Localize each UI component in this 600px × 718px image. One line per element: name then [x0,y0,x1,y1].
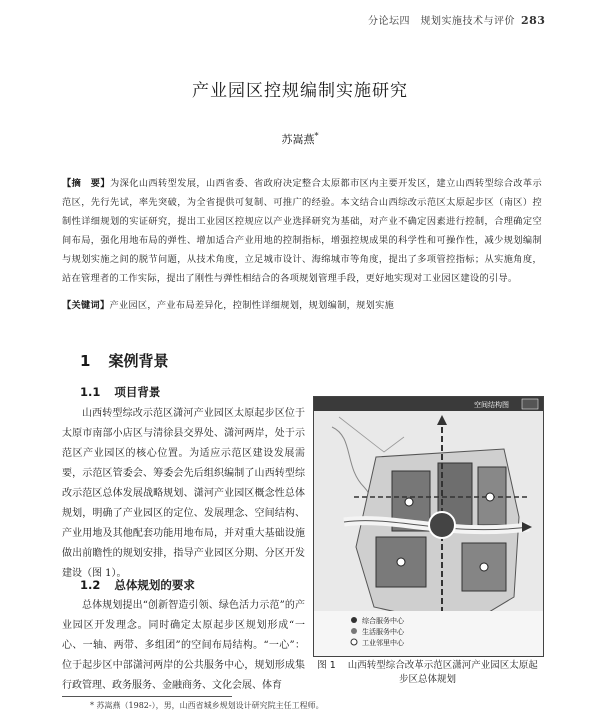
figure-caption [313,659,542,687]
legend-marker [351,628,357,634]
keywords [62,297,542,311]
subsection-number: 1.2 [80,578,101,592]
legend-label: 工业邻里中心 [362,639,404,647]
paragraph-master-plan: 总体规划提出“创新智造引领、绿色活力示范”的产业园区开发理念。同时确定太原起步区规划形成“一心、一轴、两带、多组团”的空间布局结构。“一心”：位于起步区中部潇河两岸的公共服务中心，规划形成集行政管理、政务服务、金融商务、文化会展、体育 [62,600,305,691]
caption-text: 山西转型综合改革示范区潇河产业园区太原起步区总体规划 [347,660,538,685]
section-heading [80,350,186,371]
panel-logo [522,399,538,409]
subsection-title: 项目背景 [114,385,161,399]
caption-number: 图 1 [317,660,336,671]
structure-map [314,397,543,656]
header-section: 分论坛四 规划实施技术与评价 [368,16,515,27]
paper-title: 产业园区控规编制实施研究 [192,81,408,101]
page-number: 283 [521,14,546,27]
subsection-number: 1.1 [80,385,101,399]
legend-marker [351,639,357,645]
author [0,131,600,147]
keywords-label: 【关键词】 [62,300,110,311]
section-number: 1 [80,352,91,370]
legend-label: 生活服务中心 [362,628,404,636]
footnote-rule [62,696,232,697]
subsection-heading-1-2 [80,577,209,593]
abstract [62,174,542,288]
figure-1 [313,396,544,657]
keywords-text: 产业园区，产业布局差异化，控制性详细规划，规划编制，规划实施 [109,300,395,311]
abstract-label: 【摘 要】 [62,178,111,189]
central-hub [429,512,455,538]
footnote: * 苏嵩燕（1982-），男，山西省城乡规划设计研究院主任工程师。 [90,701,324,710]
section-title: 案例背景 [108,352,169,370]
author-mark: * [314,131,319,141]
running-header [368,12,545,27]
paragraph-background: 山西转型综改示范区潇河产业园区太原起步区位于太原市南部小店区与清徐县交界处、潇河两岸，处于示范区产业园区的核心位置。为适应示范区建设发展需要，示范区管委会、筹委会先后组织编制了山西转型综改示范区总体发展战略规划、潇河产业园区概念性总体规划，明确了产业园区的定位、发展理念、空间结构、产业用地及其他配套功能用地布局，并对重大基础设施做出前瞻性的规划安排，指导产业园区分期、分区开发建设（图 1）。 [62,408,305,579]
subsection-heading-1-1 [80,384,174,400]
panel-label: 空间结构图 [474,401,509,409]
subsection-title: 总体规划的要求 [114,578,195,592]
legend-marker [351,617,357,623]
author-name: 苏嵩燕 [281,133,315,146]
legend-label: 综合服务中心 [362,617,404,625]
abstract-text: 为深化山西转型发展，山西省委、省政府决定整合太原都市区内主要开发区，建立山西转型综合改革示范区，先行先试，率先突破，为全省提供可复制、可推广的经验。本文结合山西综改示范区太原起步区（南区）控制性详细规划的实证研究，提出工业园区控规应以产业选择研究为基础，对产业不确定因素进行控制，合理确定空间布局，强化用地布局的弹性、增加适合产业用地的控制指标，增强控规成果的科学性和可操作性，减少规划编制与规划实施之间的脱节问题，从技术角度，立足城市设计、海绵城市等角度，提出了多项管控指标；从实施角度，站在管理者的工作实际，提出了刚性与弹性相结合的各项规划管理手段，更好地实现对工业园区建设的引导。 [62,178,543,284]
